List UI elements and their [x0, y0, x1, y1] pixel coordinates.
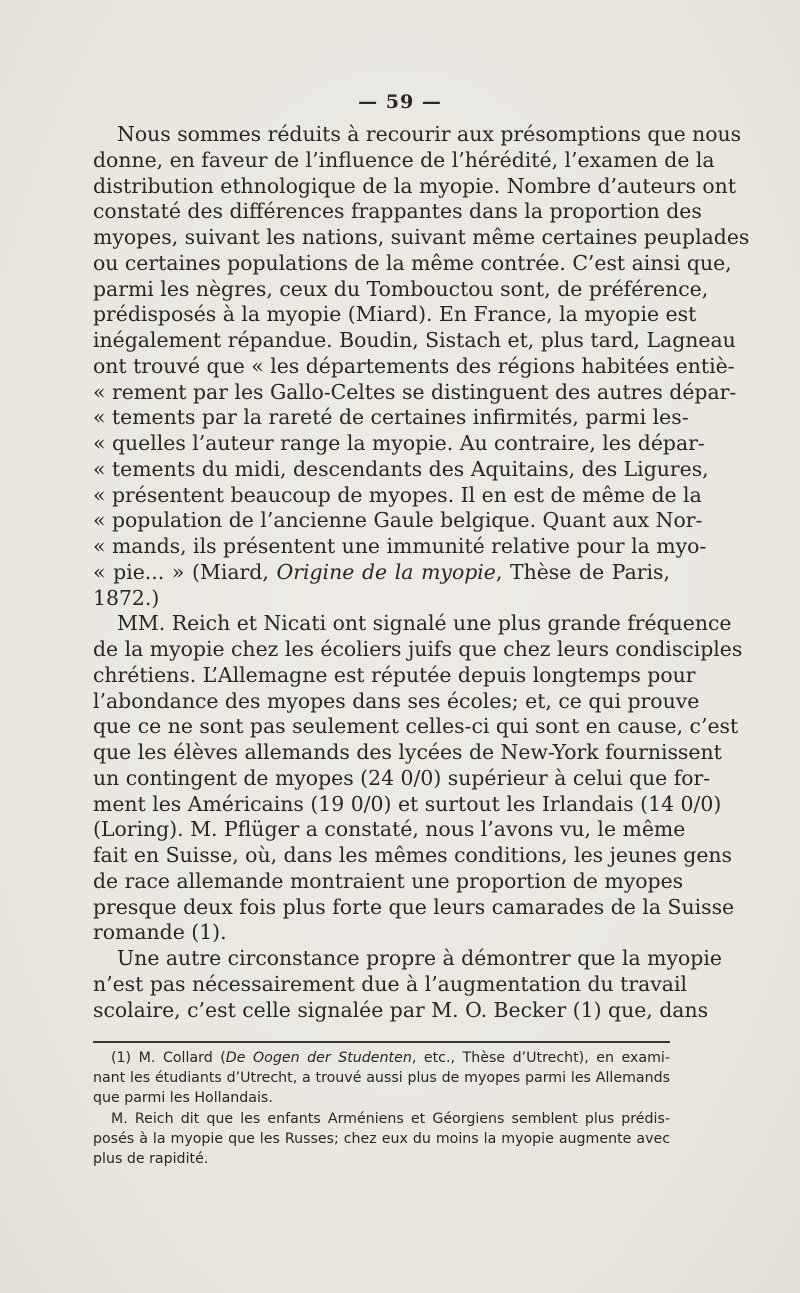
text-line: « présentent beaucoup de myopes. Il en est de même de la: [93, 482, 702, 507]
text-line: l’abondance des myopes dans ses écoles; et, ce qui prouve: [93, 688, 700, 713]
text-line: MM. Reich et Nicati ont signalé une plus grande fréquence: [117, 611, 732, 636]
citation-before: « pie... » (Miard,: [93, 559, 277, 584]
text-line: Une autre circonstance propre à démontrer que la myopie: [117, 946, 722, 970]
text-line: fait en Suisse, où, dans les mêmes conditions, les jeunes gens: [93, 843, 732, 867]
text-line: « tements par la rareté de certaines infirmités, parmi les-: [93, 405, 689, 430]
text-line: « rement par les Gallo-Celtes se distinguent des autres dépar-: [93, 379, 737, 404]
text-line: « tements du midi, descendants des Aquitains, des Ligures,: [93, 456, 709, 481]
footnote-line: posés à la myopie que les Russes; chez eux du moins la myopie augmente avec: [93, 1130, 670, 1147]
text-line: ont trouvé que « les départements des régions habitées entiè-: [93, 353, 735, 378]
footnote-line: nant les étudiants d’Utrecht, a trouvé aussi plus de myopes parmi les Allemands: [93, 1070, 670, 1087]
footnote-line: [93, 1048, 670, 1068]
text-line: chrétiens. L’Allemagne est réputée depuis longtemps pour: [93, 662, 696, 687]
text-line: de race allemande montraient une proportion de myopes: [93, 868, 684, 893]
footnote-line: que parmi les Hollandais.: [93, 1090, 273, 1107]
text-line: parmi les nègres, ceux du Tombouctou sont, de préférence,: [93, 276, 709, 301]
text-line-with-title: [93, 560, 670, 586]
text-line: n’est pas nécessairement due à l’augmentation du travail: [93, 971, 687, 996]
text-line: que les élèves allemands des lycées de New-York fournissent: [93, 740, 722, 764]
footnote-1-title: De Oogen der Studenten: [225, 1050, 412, 1066]
text-line: de la myopie chez les écoliers juifs que chez leurs condisciples: [93, 637, 743, 661]
text-line: que ce ne sont pas seulement celles-ci qui sont en cause, c’est: [93, 714, 739, 739]
text-line: un contingent de myopes (24 0/0) supérieur à celui que for-: [93, 765, 711, 790]
footnote-1-before: (1) M. Collard (: [111, 1050, 226, 1066]
footnote-1-after: , etc., Thèse d’Utrecht), en exami-: [411, 1050, 670, 1066]
text-line: ment les Américains (19 0/0) et surtout les Irlandais (14 0/0): [93, 791, 722, 816]
text-line: « mands, ils présentent une immunité relative pour la myo-: [93, 534, 707, 558]
text-line: inégalement répandue. Boudin, Sistach et, plus tard, Lagneau: [93, 328, 736, 352]
text-line: distribution ethnologique de la myopie. Nombre d’auteurs ont: [93, 173, 737, 198]
footnotes: [93, 1048, 670, 1169]
text-line: ou certaines populations de la même contrée. C’est ainsi que,: [93, 250, 732, 275]
text-line: myopes, suivant les nations, suivant même certaines peuplades: [93, 225, 750, 249]
text-line: scolaire, c’est celle signalée par M. O. Becker (1) que, dans: [93, 997, 709, 1022]
body-text: [93, 122, 750, 1023]
text-line: presque deux fois plus forte que leurs camarades de la Suisse: [93, 894, 735, 919]
text-line: (Loring). M. Pflüger a constaté, nous l’avons vu, le même: [93, 817, 686, 842]
text-line: « quelles l’auteur range la myopie. Au contraire, les dépar-: [93, 431, 705, 455]
text-line: 1872.): [93, 585, 160, 610]
footnote-line: plus de rapidité.: [93, 1150, 209, 1167]
text-line: romande (1).: [93, 920, 227, 945]
text-line: constaté des différences frappantes dans la proportion des: [93, 199, 702, 224]
page-number: — 59 —: [358, 91, 442, 113]
text-line: prédisposés à la myopie (Miard). En France, la myopie est: [93, 302, 697, 327]
citation-after: , Thèse de Paris,: [495, 559, 670, 584]
text-line: donne, en faveur de l’influence de l’hérédité, l’examen de la: [93, 147, 715, 172]
text-line: « population de l’ancienne Gaule belgique. Quant aux Nor-: [93, 508, 703, 533]
citation-title: Origine de la myopie: [276, 559, 496, 584]
footnote-line: M. Reich dit que les enfants Arméniens et Géorgiens semblent plus prédis-: [111, 1110, 670, 1127]
text-line: Nous sommes réduits à recourir aux présomptions que nous: [117, 122, 742, 146]
footnote-divider: [93, 1041, 670, 1043]
